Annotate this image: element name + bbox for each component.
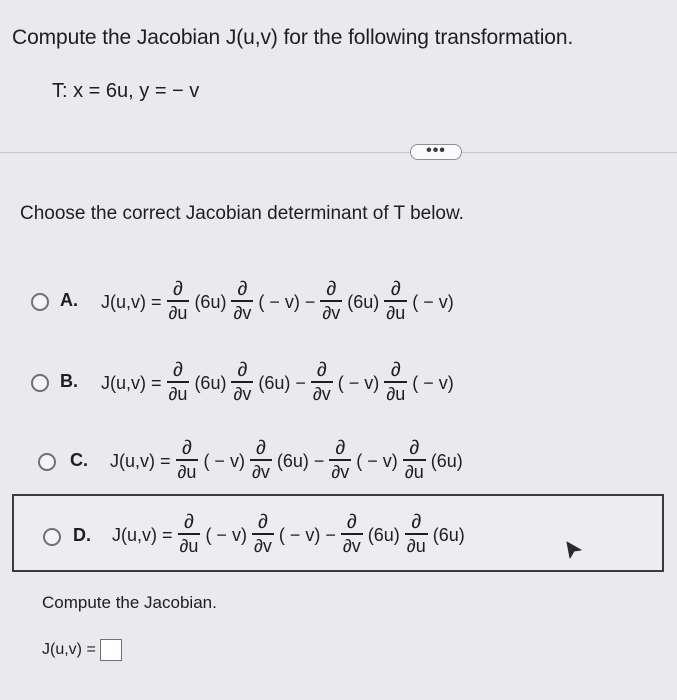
partial-symbol: ∂: [342, 535, 352, 556]
radio-button-c[interactable]: [38, 453, 56, 471]
formula-term: ( − v) −: [278, 524, 336, 545]
partial-derivative: [176, 437, 199, 483]
partial-symbol: ∂: [346, 511, 357, 534]
radio-button-a[interactable]: [31, 293, 49, 311]
option-letter-d: D.: [73, 525, 91, 545]
formula-b: [99, 343, 456, 423]
option-d[interactable]: [12, 494, 664, 572]
variable: v: [242, 302, 252, 323]
radio-button-d[interactable]: [43, 528, 61, 546]
variable: u: [413, 461, 424, 482]
prompt-text: Choose the correct Jacobian determinant of T below.: [20, 203, 464, 224]
formula-lhs: J(u,v) =: [110, 450, 171, 471]
transformation-text: T: x = 6u, y = − v: [52, 80, 200, 102]
partial-symbol: ∂: [322, 302, 332, 323]
partial-symbol: ∂: [173, 359, 183, 382]
variable: v: [260, 461, 270, 482]
formula-lhs: J(u,v) =: [112, 524, 173, 545]
formula-lhs: J(u,v) =: [101, 291, 162, 312]
partial-derivative: [329, 437, 351, 483]
variable: u: [188, 535, 199, 556]
formula-term: (6u): [194, 291, 227, 312]
variable: v: [242, 383, 252, 404]
formula-a: [99, 262, 456, 342]
partial-symbol: ∂: [390, 278, 401, 301]
partial-symbol: ∂: [257, 511, 268, 534]
partial-derivative: [341, 511, 363, 557]
partial-derivative: [250, 437, 272, 483]
formula-term: (6u) −: [258, 372, 306, 393]
formula-term: ( − v): [203, 450, 245, 471]
partial-symbol: ∂: [233, 302, 243, 323]
partial-symbol: ∂: [184, 511, 194, 534]
partial-symbol: ∂: [331, 461, 341, 482]
formula-term: ( − v): [205, 524, 247, 545]
variable: u: [186, 461, 197, 482]
formula-term: ( − v): [412, 372, 454, 393]
formula-c: [108, 421, 465, 501]
partial-symbol: ∂: [177, 461, 187, 482]
answer-input[interactable]: [100, 639, 122, 661]
variable: u: [395, 383, 406, 404]
partial-derivative: [384, 278, 407, 324]
partial-symbol: ∂: [255, 437, 266, 460]
partial-symbol: ∂: [390, 359, 401, 382]
variable: u: [177, 302, 188, 323]
variable: v: [331, 302, 341, 323]
partial-symbol: ∂: [406, 535, 416, 556]
divider: [0, 152, 677, 153]
partial-derivative: [252, 511, 274, 557]
option-a[interactable]: [0, 262, 677, 342]
partial-derivative: [231, 359, 253, 405]
variable: v: [351, 535, 361, 556]
partial-derivative: [178, 511, 201, 557]
partial-symbol: ∂: [409, 437, 420, 460]
partial-derivative: [384, 359, 407, 405]
option-letter-b: B.: [60, 371, 78, 391]
formula-term: ( − v): [337, 372, 380, 393]
formula-term: (6u): [430, 450, 463, 471]
variable: u: [395, 302, 406, 323]
formula-term: (6u): [194, 372, 227, 393]
partial-symbol: ∂: [237, 359, 248, 382]
partial-symbol: ∂: [386, 383, 396, 404]
partial-derivative: [167, 278, 190, 324]
question-title: Compute the Jacobian J(u,v) for the following transformation.: [12, 26, 574, 49]
formula-term: (6u) −: [276, 450, 325, 471]
compute-label: Compute the Jacobian.: [42, 593, 217, 612]
variable: v: [262, 535, 272, 556]
partial-symbol: ∂: [253, 535, 263, 556]
formula-d: [110, 496, 467, 574]
partial-symbol: ∂: [251, 461, 261, 482]
partial-symbol: ∂: [237, 278, 248, 301]
partial-symbol: ∂: [173, 278, 183, 301]
variable: u: [177, 383, 188, 404]
variable: v: [321, 383, 331, 404]
formula-term: (6u): [367, 524, 400, 545]
formula-term: (6u): [347, 291, 380, 312]
partial-symbol: ∂: [326, 278, 337, 301]
partial-symbol: ∂: [386, 302, 396, 323]
formula-lhs: J(u,v) =: [101, 372, 162, 393]
answer-label: J(u,v) =: [42, 641, 96, 658]
option-letter-a: A.: [60, 290, 78, 310]
partial-symbol: ∂: [233, 383, 243, 404]
option-letter-c: C.: [70, 450, 88, 470]
formula-term: (6u): [432, 524, 465, 545]
partial-derivative: [311, 359, 333, 405]
partial-symbol: ∂: [168, 302, 178, 323]
option-c[interactable]: [0, 421, 677, 501]
formula-term: ( − v): [412, 291, 454, 312]
partial-derivative: [405, 511, 428, 557]
option-b[interactable]: [0, 343, 677, 423]
answer-row: [42, 639, 122, 661]
partial-symbol: ∂: [312, 383, 322, 404]
radio-button-b[interactable]: [31, 374, 49, 392]
variable: v: [340, 461, 350, 482]
formula-term: ( − v) −: [258, 291, 316, 312]
partial-symbol: ∂: [316, 359, 327, 382]
partial-derivative: [320, 278, 342, 324]
formula-term: ( − v): [356, 450, 398, 471]
partial-symbol: ∂: [168, 383, 178, 404]
partial-symbol: ∂: [335, 437, 346, 460]
variable: u: [415, 535, 426, 556]
partial-symbol: ∂: [411, 511, 422, 534]
partial-derivative: [167, 359, 190, 405]
partial-symbol: ∂: [404, 461, 414, 482]
more-button[interactable]: •••: [410, 144, 462, 160]
partial-symbol: ∂: [179, 535, 189, 556]
partial-derivative: [231, 278, 253, 324]
mouse-pointer-icon: [566, 541, 582, 559]
partial-derivative: [403, 437, 426, 483]
partial-symbol: ∂: [182, 437, 192, 460]
